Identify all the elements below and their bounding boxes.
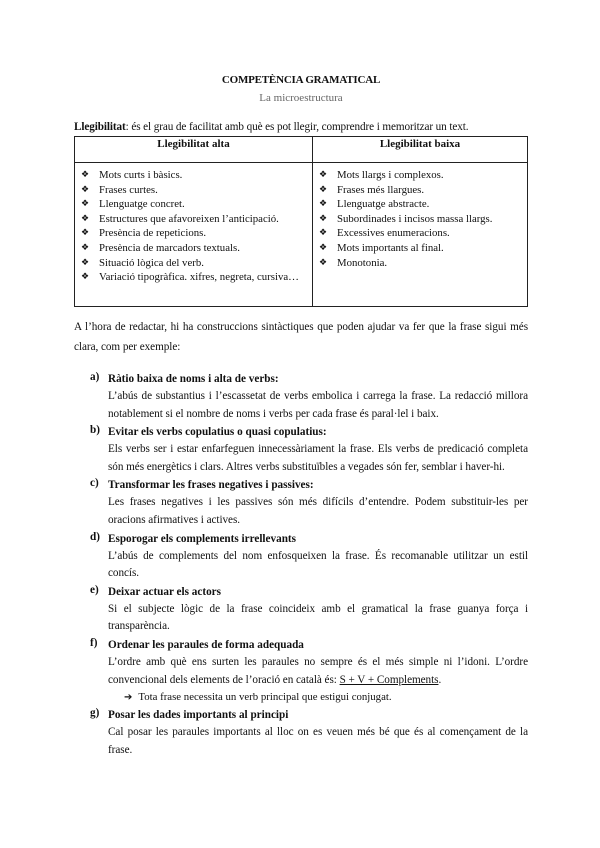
recommendation-b — [74, 424, 528, 476]
item-body: Si el subjecte lògic de la frase coincideix amb el gramatical la frase guanya força i transparència. — [108, 602, 528, 633]
list-item: ❖ Estructures que afavoreixen l’anticipació. — [81, 212, 279, 225]
item-note: ➔ Tota frase necessita un verb principal que estigui conjugat. — [124, 691, 392, 704]
table-header-low: Llegibilitat baixa — [313, 137, 528, 163]
recommendation-c — [74, 477, 528, 529]
item-body: L’abús de complements del nom enfosqueixen la frase. És recomanable utilitzar un estil concís. — [108, 549, 528, 580]
list-item: ❖ Frases curtes. — [81, 183, 158, 196]
diamond-bullet-icon: ❖ — [81, 242, 90, 253]
item-title: Evitar els verbs copulatius o quasi copulatius: — [108, 426, 327, 439]
intro-text: : és el grau de facilitat amb què es pot llegir, comprendre i memoritzar un text. — [125, 121, 469, 133]
recommendation-e — [74, 584, 528, 636]
diamond-bullet-icon: ❖ — [81, 228, 90, 239]
recommendation-d — [74, 531, 528, 583]
intro-paragraph: A l’hora de redactar, hi ha construccions sintàctiques que poden ajudar va fer que la frase sigui més clara, com per exemple: — [74, 321, 528, 353]
diamond-bullet-icon: ❖ — [81, 272, 90, 283]
intro-definition — [74, 121, 528, 133]
table-header-high: Llegibilitat alta — [75, 137, 313, 163]
list-item: ❖ Mots llargs i complexos. — [319, 169, 444, 181]
list-item: ❖ Llenguatge concret. — [81, 198, 185, 211]
item-letter: e) — [90, 583, 99, 596]
document-title: COMPETÈNCIA GRAMATICAL — [221, 74, 381, 86]
document-page — [74, 74, 528, 760]
list-item: ❖ Llenguatge abstracte. — [319, 198, 430, 211]
list-item: ❖ Monotonia. — [319, 256, 388, 269]
item-title: Transformar les frases negatives i passives: — [108, 479, 314, 492]
word-order-formula: S + V + Complements — [339, 673, 439, 686]
item-letter: c) — [90, 477, 99, 490]
list-item: ❖ Presència de repeticions. — [81, 227, 207, 240]
item-title: Posar les dades importants al principi — [108, 709, 289, 722]
intro-term: Llegibilitat — [74, 121, 126, 133]
recommendation-a — [74, 371, 528, 423]
diamond-bullet-icon: ❖ — [319, 242, 328, 253]
list-item: ❖ Situació lògica del verb. — [81, 256, 204, 269]
recommendations-list — [74, 371, 528, 759]
item-title: Ordenar les paraules de forma adequada — [108, 638, 304, 651]
arrow-right-icon: ➔ — [124, 692, 133, 704]
diamond-bullet-icon: ❖ — [81, 257, 90, 268]
diamond-bullet-icon: ❖ — [319, 170, 328, 180]
list-item: ❖ Subordinades i incisos massa llargs. — [319, 212, 493, 225]
diamond-bullet-icon: ❖ — [319, 199, 328, 210]
high-readability-cell — [75, 163, 313, 307]
item-body: Els verbs ser i estar enfarfeguen innecessàriament la frase. Els verbs de predicació completa són més energètics i clars. Altres verbs substituïbles a vegades són fer, semblar i haver-hi. — [108, 443, 528, 473]
recommendation-f — [74, 637, 528, 706]
item-title: Ràtio baixa de noms i alta de verbs: — [108, 373, 279, 385]
low-readability-cell — [313, 163, 528, 307]
item-body: L’abús de substantius i l’escassetat de verbs embolica i carrega la frase. La redacció millora notablement si el nombre de noms i verbs per cada frase és paral·lel i baix. — [108, 390, 528, 420]
list-item: ❖ Mots curts i bàsics. — [81, 169, 183, 181]
item-title: Esporogar els complements irrellevants — [108, 532, 296, 545]
readability-table — [74, 136, 528, 307]
diamond-bullet-icon: ❖ — [319, 257, 328, 268]
item-letter: a) — [90, 371, 100, 383]
diamond-bullet-icon: ❖ — [81, 213, 90, 224]
diamond-bullet-icon: ❖ — [81, 170, 90, 180]
item-letter: g) — [90, 707, 100, 720]
diamond-bullet-icon: ❖ — [319, 213, 328, 224]
recommendation-g — [74, 707, 528, 759]
item-letter: d) — [90, 530, 100, 543]
diamond-bullet-icon: ❖ — [319, 184, 328, 195]
list-item: ❖ Excessives enumeracions. — [319, 227, 450, 240]
item-body: Cal posar les paraules importants al lloc on es veuen més bé que és al començament de la frase. — [108, 726, 528, 756]
document-subtitle: La microestructura — [259, 92, 343, 104]
list-item: ❖ Presència de marcadors textuals. — [81, 241, 240, 254]
item-body: Les frases negatives i les passives són més difícils d’entendre. Podem substituir-les per oracions afirmatives i actives. — [108, 496, 528, 526]
item-title: Deixar actuar els actors — [108, 585, 221, 598]
diamond-bullet-icon: ❖ — [81, 199, 90, 210]
item-letter: b) — [90, 424, 100, 437]
diamond-bullet-icon: ❖ — [81, 184, 90, 195]
diamond-bullet-icon: ❖ — [319, 228, 328, 239]
list-item: ❖ Variació tipogràfica. xifres, negreta, cursiva… — [81, 271, 299, 284]
item-letter: f) — [90, 636, 98, 649]
item-body: L’ordre amb què ens surten les paraules no sempre és el més simple ni l’idoni. L’ordre convencional dels elements de l’oració en català és: S + V + Complements. — [108, 655, 528, 686]
list-item: ❖ Mots importants al final. — [319, 241, 444, 254]
list-item: ❖ Frases més llargues. — [319, 183, 425, 196]
